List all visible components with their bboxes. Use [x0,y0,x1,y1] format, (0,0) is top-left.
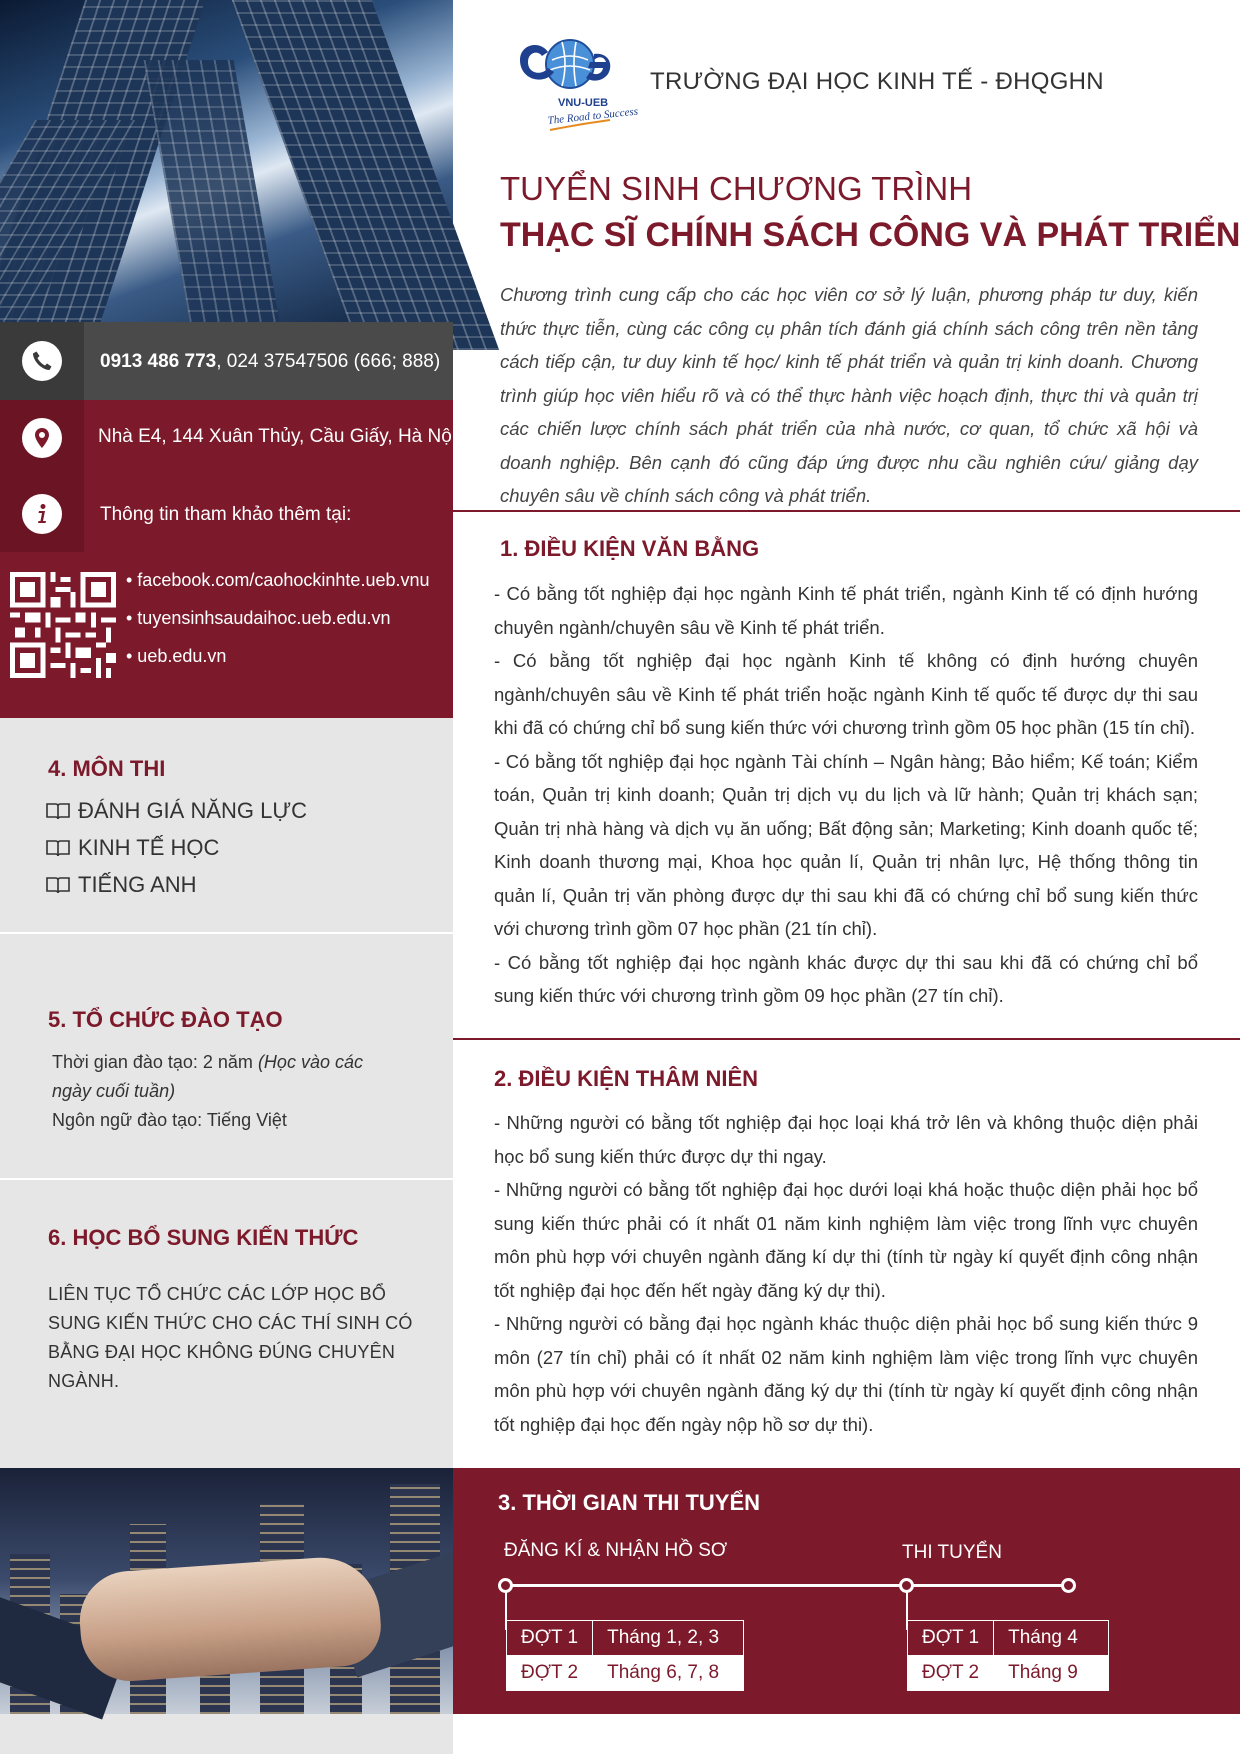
training-duration: Thời gian đào tạo: 2 năm (Học vào các ngày cuối tuần) [52,1052,363,1101]
condition-paragraph: - Có bằng tốt nghiệp đại học ngành Tài chính – Ngân hàng; Bảo hiểm; Kế toán; Kiểm toán, Quản trị kinh doanh; Quản trị dịch vụ du lịch và lữ hành; Quản trị khách sạn; Quản trị nhà hàng và dịch vụ ăn uống; Bất động sản; Marketing; Kinh doanh quốc tế; Kinh doanh thương mại, Khoa học quản lí, Quản trị nhân lực, Hệ thống thông tin quản lí, Quản trị văn phòng được dự thi sau khi đã có chứng chỉ bổ sung kiến thức với chương trình gồm 07 học phần (21 tín chỉ). [494,750,1198,939]
timeline-node [498,1578,513,1593]
supplementary-text: LIÊN TỤC TỔ CHỨC CÁC LỚP HỌC BỔ SUNG KIẾN THỨC CHO CÁC THÍ SINH CÓ BẰNG ĐẠI HỌC KHÔNG ĐÚNG CHUYÊN NGÀNH. [48,1284,413,1391]
table-row: ĐỢT 2 Tháng 9 [908,1656,1109,1691]
section5-title: 5. TỔ CHỨC ĐÀO TẠO [48,1007,283,1032]
section4-title: 4. MÔN THI [48,756,166,781]
info-icon [22,494,62,534]
book-icon [46,839,70,857]
address-text: Nhà E4, 144 Xuân Thủy, Cầu Giấy, Hà Nội. [98,426,462,447]
svg-text:The Road to Success: The Road to Success [547,105,639,127]
university-name: TRƯỜNG ĐẠI HỌC KINH TẾ - ĐHQGHN [650,68,1104,95]
location-pin-icon [22,418,62,458]
condition-paragraph: - Những người có bằng đại học ngành khác thuộc diện phải học bổ sung kiến thức 9 môn (27 tín chỉ) phải có ít nhất 02 năm kinh nghiệm làm việc trong lĩnh vực chuyên môn phù hợp với chuyên ngành đăng ký dự thi (tính từ ngày kí quyết định công nhận tốt nghiệp đại học đến ngày nộp hồ sơ dự thi). [494,1313,1198,1435]
section3-title: 3. THỜI GIAN THI TUYỂN [498,1490,761,1515]
exam-subject-item: ĐÁNH GIÁ NĂNG LỰC [46,798,307,824]
link-facebook[interactable]: • facebook.com/caohockinhte.ueb.vnu [126,570,430,590]
degree-conditions [494,577,1198,1013]
handshake-photo [0,1468,453,1714]
training-section [0,934,453,1178]
phone-hotline[interactable]: 0913 486 773 [100,351,217,372]
exam-subject-item: KINH TẾ HỌC [46,835,219,861]
exam-subject-item: TIẾNG ANH [46,872,197,898]
phone-icon [22,341,62,381]
link-tuyensinh[interactable]: • tuyensinhsaudaihoc.ueb.edu.vn [126,608,391,628]
timeline-node [1061,1578,1076,1593]
condition-paragraph: - Có bằng tốt nghiệp đại học ngành khác được dự thi sau khi đã có chứng chỉ bổ sung kiến thức với chương trình gồm 09 học phần (27 tín chỉ). [494,951,1198,1006]
qr-code[interactable] [10,572,116,678]
svg-text:VNU-UEB: VNU-UEB [558,97,609,109]
handshake-illustration [77,1554,384,1685]
condition-paragraph: - Những người có bằng tốt nghiệp đại học loại khá trở lên và không thuộc diện phải học bổ sung kiến thức được dự thi ngay. [494,1112,1198,1167]
condition-paragraph: - Có bằng tốt nghiệp đại học ngành Kinh tế không có định hướng chuyên ngành/chuyên sâu về Kinh tế phát triển hoặc ngành Kinh tế quốc tế được dự thi sau khi đã có chứng chỉ bổ sung kiến thức với chương trình gồm 05 học phần (15 tín chỉ). [494,650,1198,738]
exam-schedule-table [907,1620,1109,1691]
exam-label: THI TUYỂN [902,1542,1002,1563]
section6-title: 6. HỌC BỔ SUNG KIẾN THỨC [48,1225,359,1250]
table-row: ĐỢT 1 Tháng 1, 2, 3 [507,1621,744,1656]
register-schedule-table [506,1620,744,1691]
link-ueb[interactable]: • ueb.edu.vn [126,646,227,666]
table-row: ĐỢT 2 Tháng 6, 7, 8 [507,1656,744,1691]
reference-links [126,570,430,684]
phone-row [0,322,453,400]
seniority-conditions [494,1106,1198,1441]
program-heading: TUYỂN SINH CHƯƠNG TRÌNH [500,170,973,207]
timeline-line [506,1584,1068,1587]
right-divider [453,1038,1240,1040]
book-icon [46,876,70,894]
program-title: THẠC SĨ CHÍNH SÁCH CÔNG VÀ PHÁT TRIỂN [500,216,1240,254]
timeline-node [899,1578,914,1593]
right-divider [453,510,1240,512]
condition-paragraph: - Có bằng tốt nghiệp đại học ngành Kinh tế phát triển, ngành Kinh tế có định hướng chuyên ngành/chuyên sâu về Kinh tế phát triển. [494,583,1198,638]
university-logo [510,30,639,140]
info-label: Thông tin tham khảo thêm tại: [100,504,352,525]
book-icon [46,802,70,820]
exam-schedule-section [453,1468,1240,1714]
training-language: Ngôn ngữ đào tạo: Tiếng Việt [52,1110,287,1130]
register-label: ĐĂNG KÍ & NHẬN HỒ SƠ [504,1540,728,1561]
condition-paragraph: - Những người có bằng tốt nghiệp đại học dưới loại khá hoặc thuộc diện phải học bổ sung kiến thức phải có ít nhất 01 năm kinh nghiệm làm việc trong lĩnh vực chuyên môn phù hợp với chuyên ngành đăng kí dự thi (tính từ ngày kí quyết định công nhận tốt nghiệp đại học đến hết ngày đăng ký dự thi). [494,1179,1198,1301]
section1-title: 1. ĐIỀU KIỆN VĂN BẰNG [500,536,760,561]
address-row [0,400,462,476]
phone-other: , 024 37547506 (666; 888) [216,351,441,372]
skyscraper-photo [0,0,453,322]
supplementary-section [0,1180,453,1468]
section2-title: 2. ĐIỀU KIỆN THÂM NIÊN [494,1066,759,1091]
table-row: ĐỢT 1 Tháng 4 [908,1621,1109,1656]
program-intro: Chương trình cung cấp cho các học viên cơ sở lý luận, phương pháp tư duy, kiến thức thực tiễn, cùng các công cụ phân tích đánh giá chính sách công trên nền tảng cách tiếp cận, tư duy kinh tế học/ kinh tế phát triển và quản trị kinh doanh. Chương trình giúp học viên hiểu rõ và có thể thực hành việc hoạch định, thực thi và quản trị các chiến lược chính sách phát triển của nhà nước, cơ quan, tổ chức xã hội và doanh nghiệp. Bên cạnh đó cũng đáp ứng được nhu cầu nghiên cứu/ giảng dạy chuyên sâu về chính sách công và phát triển. [500,284,1198,506]
exam-subjects-section [0,718,453,932]
